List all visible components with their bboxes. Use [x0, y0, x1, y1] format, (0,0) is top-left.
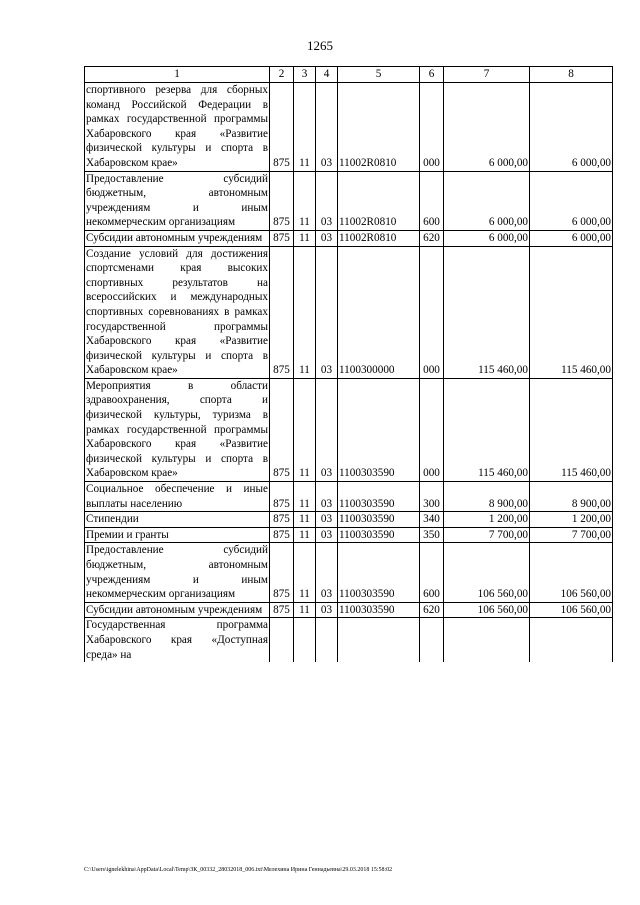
subsection-code: 03 [316, 378, 338, 481]
expense-type-code: 600 [420, 543, 444, 602]
table-row [85, 512, 613, 528]
ministry-code: 875 [270, 602, 294, 618]
target-article-code: 1100303590 [338, 527, 420, 543]
section-code: 11 [294, 246, 316, 378]
item-name: Создание условий для достижения спортсменами края высоких спортивных результатов на всероссийских и международных спортивных соревнованиях в рамках государственной программы Хабаровского края «Развитие физической культуры и спорта в Хабаровском крае» [85, 246, 270, 378]
item-name: Мероприятия в области здравоохранения, спорта и физической культуры, туризма в рамках государственной программы Хабаровского края «Развитие физической культуры и спорта в Хабаровском крае» [85, 378, 270, 481]
amount-col8 [530, 618, 613, 662]
ministry-code [270, 618, 294, 662]
expense-type-code: 620 [420, 602, 444, 618]
amount-col8: 115 460,00 [530, 246, 613, 378]
amount-col8: 6 000,00 [530, 171, 613, 230]
header-cell: 6 [420, 67, 444, 83]
item-name: Субсидии автономным учреждениям [85, 602, 270, 618]
header-cell: 5 [338, 67, 420, 83]
header-row [85, 67, 613, 83]
subsection-code: 03 [316, 83, 338, 172]
target-article-code: 1100303590 [338, 378, 420, 481]
amount-col7: 115 460,00 [444, 246, 530, 378]
amount-col8: 106 560,00 [530, 543, 613, 602]
ministry-code: 875 [270, 527, 294, 543]
expense-type-code: 000 [420, 378, 444, 481]
section-code: 11 [294, 83, 316, 172]
section-code: 11 [294, 230, 316, 246]
item-name: Предоставление субсидий бюджетным, автономным учреждениям и иным некоммерческим организациям [85, 543, 270, 602]
amount-col7: 7 700,00 [444, 527, 530, 543]
expense-type-code [420, 618, 444, 662]
item-name: Государственная программа Хабаровского края «Доступная среда» на [86, 619, 268, 661]
header-cell: 7 [444, 67, 530, 83]
amount-col7: 6 000,00 [444, 171, 530, 230]
amount-col7: 106 560,00 [444, 602, 530, 618]
subsection-code: 03 [316, 512, 338, 528]
ministry-code: 875 [270, 482, 294, 512]
header-cell: 8 [530, 67, 613, 83]
table-row [85, 543, 613, 602]
section-code: 11 [294, 378, 316, 481]
header-cell: 1 [85, 67, 270, 83]
table-row [85, 527, 613, 543]
target-article-code: 1100303590 [338, 543, 420, 602]
amount-col7: 8 900,00 [444, 482, 530, 512]
subsection-code: 03 [316, 527, 338, 543]
expense-type-code: 300 [420, 482, 444, 512]
item-name: Субсидии автономным учреждениям [85, 230, 270, 246]
expense-type-code: 620 [420, 230, 444, 246]
table-row [85, 171, 613, 230]
amount-col7: 6 000,00 [444, 83, 530, 172]
subsection-code: 03 [316, 171, 338, 230]
section-code: 11 [294, 482, 316, 512]
table-row [85, 482, 613, 512]
table-row [85, 83, 613, 172]
amount-col8: 7 700,00 [530, 527, 613, 543]
item-name: Стипендии [85, 512, 270, 528]
ministry-code: 875 [270, 83, 294, 172]
target-article-code: 11002R0810 [338, 171, 420, 230]
ministry-code: 875 [270, 378, 294, 481]
amount-col7: 106 560,00 [444, 543, 530, 602]
table-row [85, 230, 613, 246]
amount-col7 [444, 618, 530, 662]
budget-table [84, 66, 613, 662]
expense-type-code: 000 [420, 83, 444, 172]
target-article-code: 1100303590 [338, 602, 420, 618]
table-row [85, 618, 613, 662]
section-code: 11 [294, 602, 316, 618]
expense-type-code: 340 [420, 512, 444, 528]
amount-col8: 106 560,00 [530, 602, 613, 618]
header-cell: 2 [270, 67, 294, 83]
subsection-code: 03 [316, 602, 338, 618]
header-cell: 3 [294, 67, 316, 83]
expense-type-code: 350 [420, 527, 444, 543]
amount-col7: 115 460,00 [444, 378, 530, 481]
amount-col8: 6 000,00 [530, 83, 613, 172]
target-article-code: 11002R0810 [338, 83, 420, 172]
section-code: 11 [294, 543, 316, 602]
section-code: 11 [294, 171, 316, 230]
amount-col8: 8 900,00 [530, 482, 613, 512]
amount-col7: 1 200,00 [444, 512, 530, 528]
target-article-code: 1100303590 [338, 512, 420, 528]
subsection-code [316, 618, 338, 662]
item-name: спортивного резерва для сборных команд Российской Федерации в рамках государственной программы Хабаровского края «Развитие физической культуры и спорта в Хабаровском крае» [85, 83, 270, 172]
ministry-code: 875 [270, 230, 294, 246]
amount-col8: 6 000,00 [530, 230, 613, 246]
table-row [85, 246, 613, 378]
table-row [85, 378, 613, 481]
amount-col7: 6 000,00 [444, 230, 530, 246]
target-article-code: 11002R0810 [338, 230, 420, 246]
subsection-code: 03 [316, 230, 338, 246]
header-cell: 4 [316, 67, 338, 83]
target-article-code: 1100303590 [338, 482, 420, 512]
ministry-code: 875 [270, 512, 294, 528]
amount-col8: 115 460,00 [530, 378, 613, 481]
item-name: Премии и гранты [85, 527, 270, 543]
ministry-code: 875 [270, 171, 294, 230]
target-article-code: 1100300000 [338, 246, 420, 378]
section-code [294, 618, 316, 662]
ministry-code: 875 [270, 543, 294, 602]
page-number: 1265 [307, 38, 333, 53]
table-row [85, 602, 613, 618]
amount-col8: 1 200,00 [530, 512, 613, 528]
subsection-code: 03 [316, 246, 338, 378]
subsection-code: 03 [316, 482, 338, 512]
ministry-code: 875 [270, 246, 294, 378]
expense-type-code: 000 [420, 246, 444, 378]
section-code: 11 [294, 527, 316, 543]
target-article-code [338, 618, 420, 662]
expense-type-code: 600 [420, 171, 444, 230]
file-path-footer: C:\Users\ignelekhina\AppData\Local\Temp\ЗК_00332_28032018_006.txt\Мелехина Ирина Геннадьевна\29.03.2018 15:58:02 [84, 867, 393, 873]
item-name: Социальное обеспечение и иные выплаты населению [85, 482, 270, 512]
section-code: 11 [294, 512, 316, 528]
subsection-code: 03 [316, 543, 338, 602]
item-name: Предоставление субсидий бюджетным, автономным учреждениям и иным некоммерческим организациям [85, 171, 270, 230]
